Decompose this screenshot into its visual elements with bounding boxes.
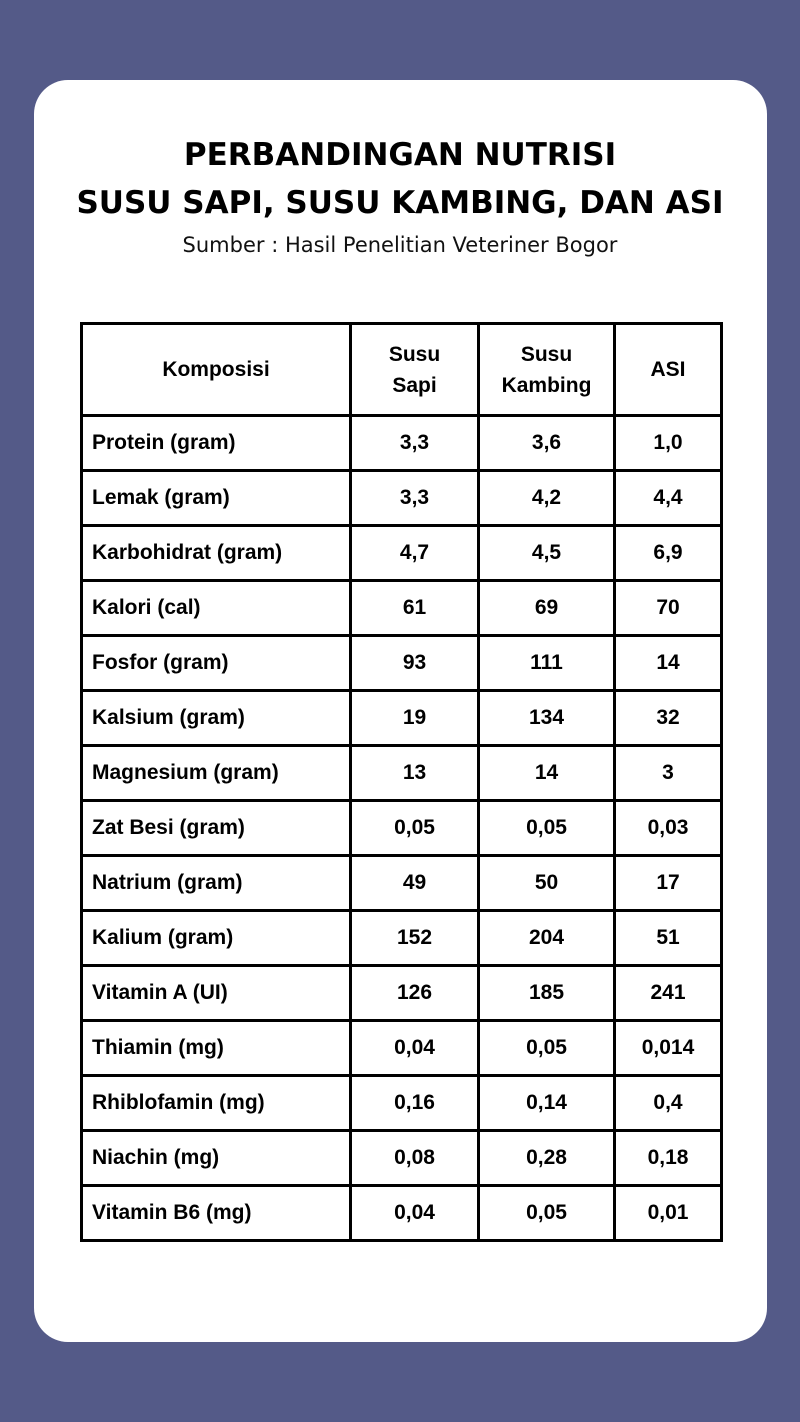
table-row	[82, 801, 722, 856]
table-body	[82, 416, 722, 1241]
cell-susu-kambing: 4,2	[479, 471, 615, 526]
cell-susu-kambing: 0,05	[479, 1186, 615, 1241]
cell-susu-sapi: 61	[351, 581, 479, 636]
cell-asi: 17	[615, 856, 722, 911]
header-susu-kambing	[479, 324, 615, 416]
page-title-line-2: SUSU SAPI, SUSU KAMBING, DAN ASI	[76, 185, 724, 221]
cell-susu-kambing: 0,28	[479, 1131, 615, 1186]
header-susu-sapi	[351, 324, 479, 416]
header-label: Susu	[388, 342, 441, 366]
table-header-row	[82, 324, 722, 416]
cell-komposisi: Magnesium (gram)	[82, 746, 351, 801]
cell-komposisi: Thiamin (mg)	[82, 1021, 351, 1076]
cell-susu-sapi: 126	[351, 966, 479, 1021]
table-row	[82, 746, 722, 801]
cell-susu-sapi: 3,3	[351, 471, 479, 526]
cell-asi: 0,03	[615, 801, 722, 856]
cell-komposisi: Fosfor (gram)	[82, 636, 351, 691]
cell-asi: 6,9	[615, 526, 722, 581]
cell-susu-sapi: 0,04	[351, 1021, 479, 1076]
cell-susu-kambing: 50	[479, 856, 615, 911]
cell-asi: 0,014	[615, 1021, 722, 1076]
cell-komposisi: Kalsium (gram)	[82, 691, 351, 746]
cell-susu-sapi: 0,04	[351, 1186, 479, 1241]
source-caption: Sumber : Hasil Penelitian Veteriner Bogor	[182, 233, 618, 257]
page-title-line-1: PERBANDINGAN NUTRISI	[183, 137, 617, 173]
cell-komposisi: Zat Besi (gram)	[82, 801, 351, 856]
table-row	[82, 1186, 722, 1241]
table-row	[82, 636, 722, 691]
cell-asi: 3	[615, 746, 722, 801]
cell-komposisi: Natrium (gram)	[82, 856, 351, 911]
cell-asi: 51	[615, 911, 722, 966]
cell-asi: 14	[615, 636, 722, 691]
cell-komposisi: Kalium (gram)	[82, 911, 351, 966]
cell-asi: 4,4	[615, 471, 722, 526]
table-row	[82, 911, 722, 966]
header-komposisi	[82, 324, 351, 416]
cell-susu-kambing: 0,05	[479, 1021, 615, 1076]
table-row	[82, 1131, 722, 1186]
table-row	[82, 1021, 722, 1076]
cell-komposisi: Karbohidrat (gram)	[82, 526, 351, 581]
cell-komposisi: Vitamin A (UI)	[82, 966, 351, 1021]
cell-komposisi: Rhiblofamin (mg)	[82, 1076, 351, 1131]
nutrition-table	[80, 322, 723, 1242]
cell-komposisi: Protein (gram)	[82, 416, 351, 471]
table-row	[82, 1076, 722, 1131]
table-row	[82, 471, 722, 526]
cell-asi: 1,0	[615, 416, 722, 471]
cell-komposisi: Lemak (gram)	[82, 471, 351, 526]
header-label: Kambing	[501, 373, 592, 397]
cell-susu-sapi: 3,3	[351, 416, 479, 471]
cell-komposisi: Vitamin B6 (mg)	[82, 1186, 351, 1241]
cell-susu-sapi: 4,7	[351, 526, 479, 581]
cell-susu-kambing: 204	[479, 911, 615, 966]
cell-susu-kambing: 134	[479, 691, 615, 746]
cell-susu-kambing: 3,6	[479, 416, 615, 471]
cell-komposisi: Kalori (cal)	[82, 581, 351, 636]
cell-komposisi: Niachin (mg)	[82, 1131, 351, 1186]
table-row	[82, 581, 722, 636]
cell-asi: 0,01	[615, 1186, 722, 1241]
cell-susu-kambing: 4,5	[479, 526, 615, 581]
cell-asi: 0,18	[615, 1131, 722, 1186]
header-label: ASI	[650, 358, 686, 381]
cell-susu-sapi: 13	[351, 746, 479, 801]
cell-susu-sapi: 19	[351, 691, 479, 746]
cell-susu-kambing: 185	[479, 966, 615, 1021]
cell-asi: 0,4	[615, 1076, 722, 1131]
cell-susu-sapi: 0,16	[351, 1076, 479, 1131]
cell-asi: 32	[615, 691, 722, 746]
cell-susu-sapi: 49	[351, 856, 479, 911]
cell-susu-kambing: 14	[479, 746, 615, 801]
cell-asi: 241	[615, 966, 722, 1021]
cell-susu-kambing: 0,05	[479, 801, 615, 856]
table-row	[82, 691, 722, 746]
cell-susu-kambing: 69	[479, 581, 615, 636]
cell-susu-kambing: 0,14	[479, 1076, 615, 1131]
table-row	[82, 966, 722, 1021]
table-row	[82, 856, 722, 911]
header-label: Susu	[520, 342, 573, 366]
table-row	[82, 416, 722, 471]
cell-susu-sapi: 0,05	[351, 801, 479, 856]
cell-susu-sapi: 93	[351, 636, 479, 691]
cell-susu-sapi: 0,08	[351, 1131, 479, 1186]
header-label: Sapi	[392, 373, 437, 397]
cell-susu-kambing: 111	[479, 636, 615, 691]
cell-asi: 70	[615, 581, 722, 636]
table-row	[82, 526, 722, 581]
header-label: Komposisi	[162, 358, 270, 381]
header-asi	[615, 324, 722, 416]
cell-susu-sapi: 152	[351, 911, 479, 966]
